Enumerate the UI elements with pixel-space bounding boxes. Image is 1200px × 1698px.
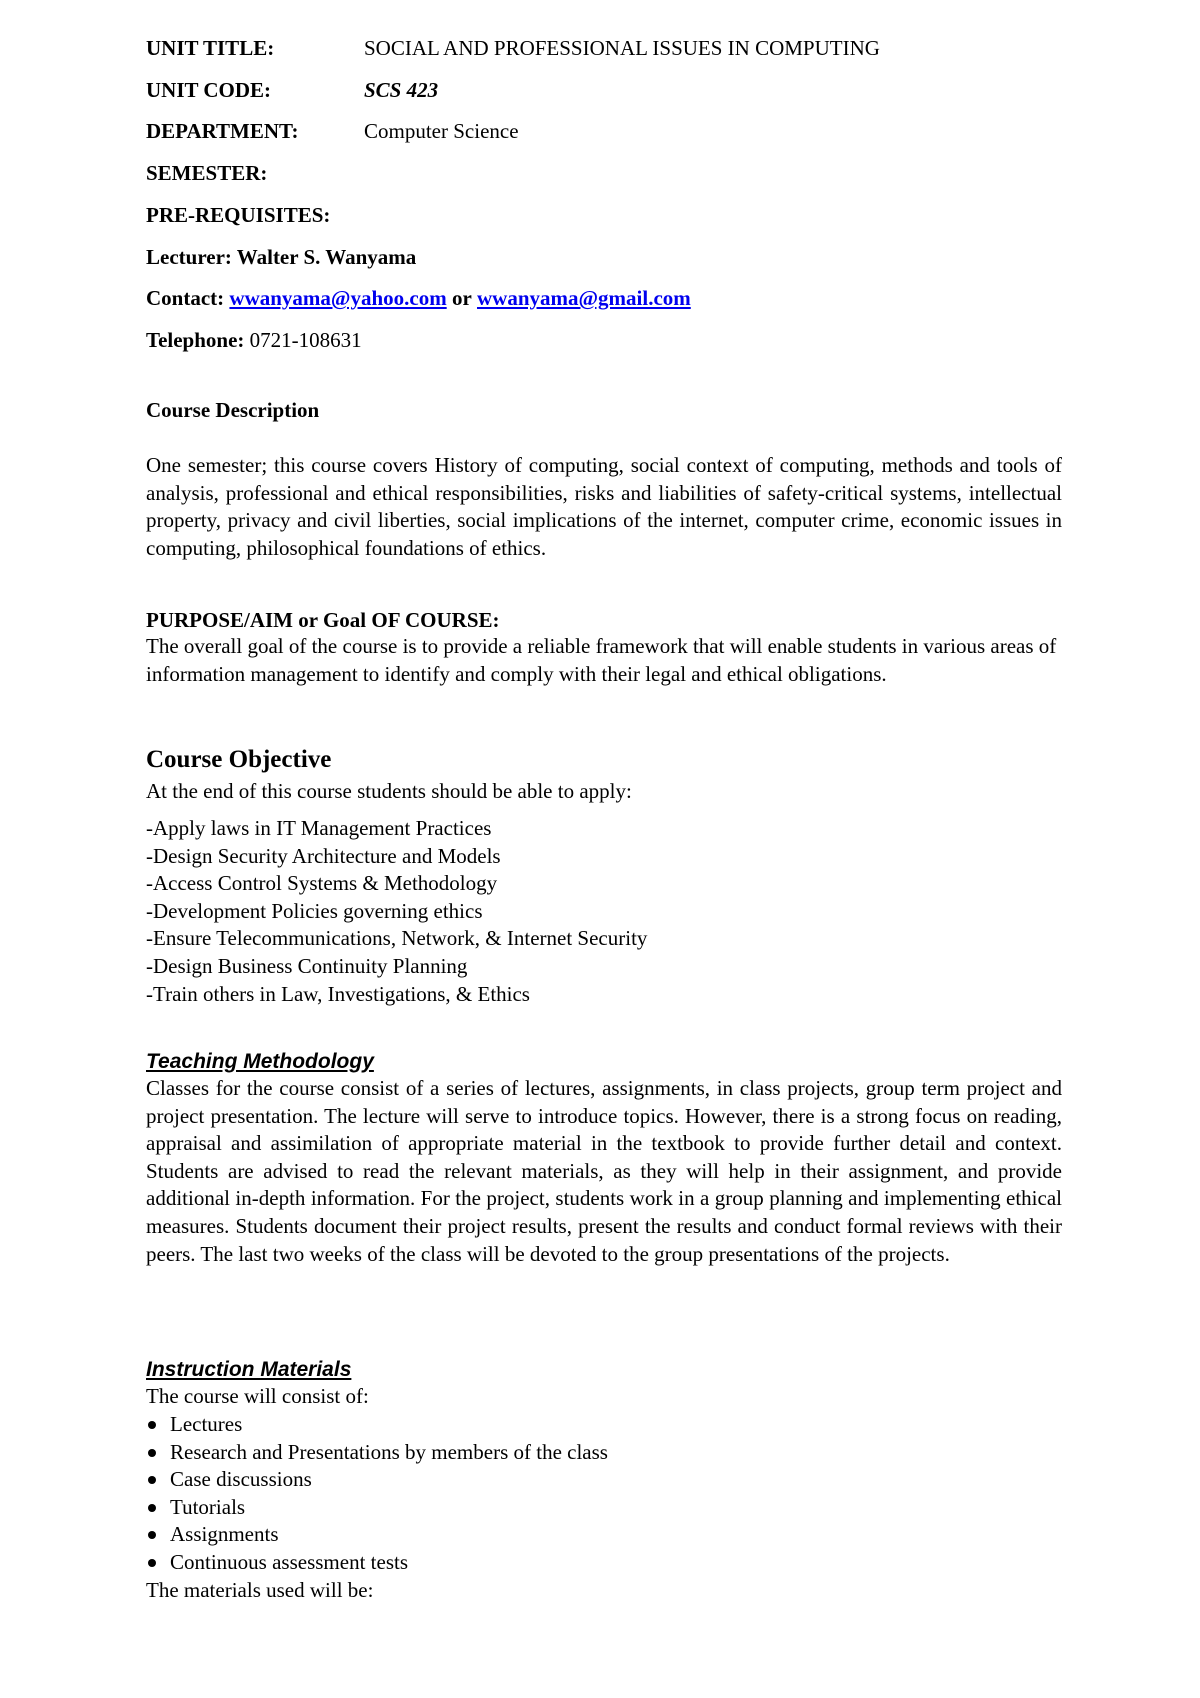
department-label: DEPARTMENT: [146,119,299,143]
contact-or: or [451,286,472,310]
objective-item: -Design Security Architecture and Models [146,843,501,868]
department-value: Computer Science [364,119,519,143]
instruction-materials-intro: The course will consist of: [146,1384,369,1408]
contact-row [146,286,691,310]
department-row [146,119,519,143]
unit-code-label: UNIT CODE: [146,78,272,102]
instruction-materials-heading: Instruction Materials [146,1358,352,1381]
instruction-materials-outro: The materials used will be: [146,1578,374,1602]
material-item: Case discussions [146,1466,608,1494]
course-description-heading: Course Description [146,398,320,422]
semester-label: SEMESTER: [146,161,268,185]
course-description-text: One semester; this course covers History of computing, social context of computing, methods and tools of analysis, professional and ethical responsibilities, risks and liabilities of safety-critical systems, intellectual property, privacy and civil liberties, social implications of the internet, computer crime, economic issues in computing, philosophical foundations of ethics. [146,453,1062,560]
unit-title-label: UNIT TITLE: [146,36,275,60]
telephone-label: Telephone: [146,328,245,352]
unit-title-value: SOCIAL AND PROFESSIONAL ISSUES IN COMPUTING [364,36,880,60]
material-item: Continuous assessment tests [146,1549,608,1577]
teaching-methodology-heading: Teaching Methodology [146,1050,374,1073]
telephone-row [146,328,362,352]
material-item: Assignments [146,1521,608,1549]
objective-item: -Access Control Systems & Methodology [146,871,498,896]
course-objective-heading: Course Objective [146,746,332,773]
materials-list [146,1411,608,1577]
objective-item: -Train others in Law, Investigations, & Ethics [146,981,530,1006]
course-objective-intro: At the end of this course students should be able to apply: [146,779,632,803]
teaching-methodology-text: Classes for the course consist of a series of lectures, assignments, in class projects, group term project and project presentation. The lecture will serve to introduce topics. However, there is a strong focus on reading, appraisal and assimilation of appropriate material in the textbook to provide further detail and context. Students are advised to read the relevant materials, as they will help in their assignment, and provide additional in-depth information. For the project, students work in a group planning and implementing ethical measures. Students document their project results, present the results and conduct formal reviews with their peers. The last two weeks of the class will be devoted to the group presentations of the projects. [146,1076,1062,1266]
purpose-heading: PURPOSE/AIM or Goal OF COURSE: [146,608,500,632]
email-link-gmail[interactable]: wwanyama@gmail.com [477,286,691,310]
material-item: Research and Presentations by members of the class [146,1439,608,1467]
email-link-yahoo[interactable]: wwanyama@yahoo.com [229,286,447,310]
objective-item: -Ensure Telecommunications, Network, & Internet Security [146,926,648,951]
contact-label: Contact: [146,286,225,310]
purpose-text: The overall goal of the course is to provide a reliable framework that will enable students in various areas of information management to identify and comply with their legal and ethical obligations. [146,634,1057,686]
objective-item: -Design Business Continuity Planning [146,953,468,978]
objective-item: -Development Policies governing ethics [146,898,483,923]
lecturer-name: Lecturer: Walter S. Wanyama [146,245,417,269]
objective-item: -Apply laws in IT Management Practices [146,816,492,840]
lecturer-row [146,245,416,269]
material-item: Tutorials [146,1494,608,1522]
prerequisites-label: PRE-REQUISITES: [146,203,331,227]
prerequisites-row [146,203,330,227]
unit-code-value: SCS 423 [364,78,439,102]
objective-list [146,815,647,1008]
material-item: Lectures [146,1411,608,1439]
telephone-value: 0721-108631 [249,328,362,352]
unit-code-row [146,78,439,102]
semester-row [146,161,267,185]
unit-title-row [146,36,880,60]
